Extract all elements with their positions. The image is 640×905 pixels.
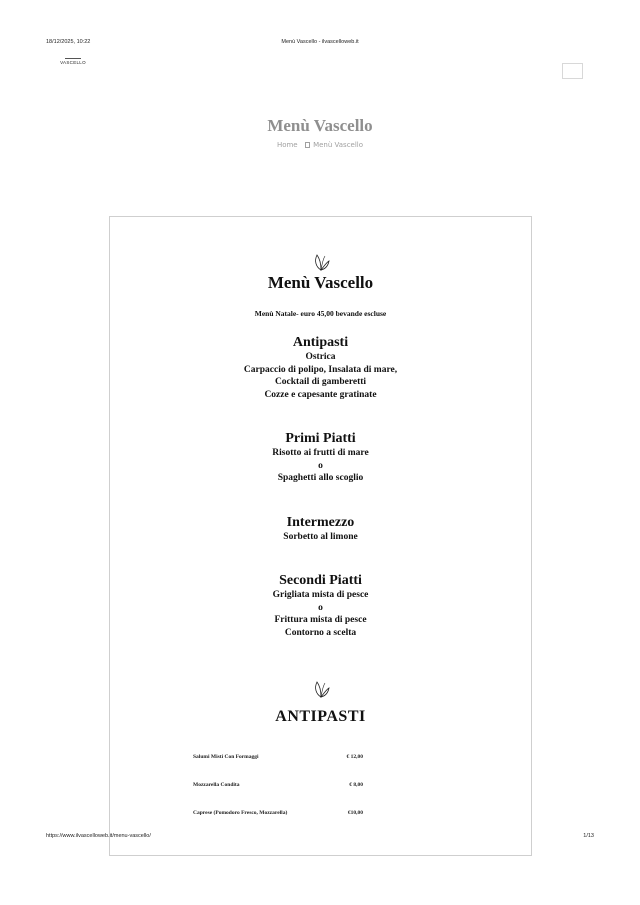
price-item-name: Mozzarella Condita bbox=[193, 782, 240, 788]
section-heading: Primi Piatti bbox=[285, 431, 356, 446]
menu-section-secondi bbox=[110, 572, 531, 639]
dish-item: Ostrica bbox=[305, 352, 336, 362]
print-page-number: 1/13 bbox=[583, 833, 594, 839]
breadcrumb-current: Menù Vascello bbox=[313, 141, 364, 149]
dish-item: Cocktail di gamberetti bbox=[274, 377, 367, 387]
dish-item: Carpaccio di polipo, Insalata di mare, bbox=[243, 364, 398, 375]
dish-item: o bbox=[318, 460, 323, 471]
dish-item: Spaghetti allo scoglio bbox=[277, 473, 364, 483]
logo-decor-line bbox=[65, 58, 81, 59]
price-item-name: Caprese (Pomodoro Fresco, Mozzarella) bbox=[193, 810, 288, 816]
section-heading: Intermezzo bbox=[286, 515, 355, 530]
section-heading: Antipasti bbox=[292, 335, 349, 350]
price-row bbox=[193, 810, 363, 820]
price-row bbox=[193, 754, 363, 764]
breadcrumb bbox=[0, 141, 640, 149]
menu-section-antipasti bbox=[110, 334, 531, 401]
print-footer bbox=[0, 833, 640, 843]
price-item-value: € 8,00 bbox=[349, 782, 363, 788]
page-title: Menù Vascello bbox=[267, 116, 373, 135]
dish-item: Contorno a scelta bbox=[284, 627, 357, 638]
menu-card bbox=[109, 216, 532, 856]
dish-item: Grigliata mista di pesce bbox=[272, 590, 369, 600]
menu-subtitle: Menù Natale- euro 45,00 bevande escluse bbox=[254, 309, 387, 318]
price-item-name: Salumi Misti Con Formaggi bbox=[193, 754, 259, 760]
dish-item: o bbox=[318, 602, 323, 613]
section-heading: Secondi Piatti bbox=[279, 573, 362, 588]
print-date: 18/12/2025, 10:22 bbox=[46, 39, 91, 45]
menu-title: Menù Vascello bbox=[267, 273, 374, 292]
menu-section-primi bbox=[110, 430, 531, 485]
site-logo[interactable] bbox=[58, 58, 88, 68]
breadcrumb-separator-icon bbox=[305, 142, 310, 148]
leaf-ornament-icon bbox=[110, 680, 531, 700]
price-section-heading: ANTIPASTI bbox=[275, 708, 366, 725]
price-row bbox=[193, 782, 363, 792]
print-url: https://www.ilvascelloweb.it/menu-vascello/ bbox=[46, 833, 151, 839]
menu-section-intermezzo bbox=[110, 514, 531, 544]
leaf-ornament-icon bbox=[110, 253, 531, 273]
hamburger-menu-button[interactable] bbox=[562, 63, 583, 79]
dish-item: Frittura mista di pesce bbox=[274, 615, 367, 625]
dish-item: Sorbetto al limone bbox=[283, 532, 358, 542]
dish-item: Risotto ai frutti di mare bbox=[272, 448, 369, 458]
price-item-value: €10,00 bbox=[347, 810, 363, 816]
logo-text: VASCELLO bbox=[60, 60, 86, 65]
breadcrumb-home-link[interactable]: Home bbox=[276, 141, 298, 149]
print-page-title: Menù Vascello - ilvascelloweb.it bbox=[281, 39, 359, 45]
price-item-value: € 12,00 bbox=[346, 754, 363, 760]
print-header bbox=[0, 39, 640, 49]
dish-item: Cozze e capesante gratinate bbox=[264, 389, 377, 400]
